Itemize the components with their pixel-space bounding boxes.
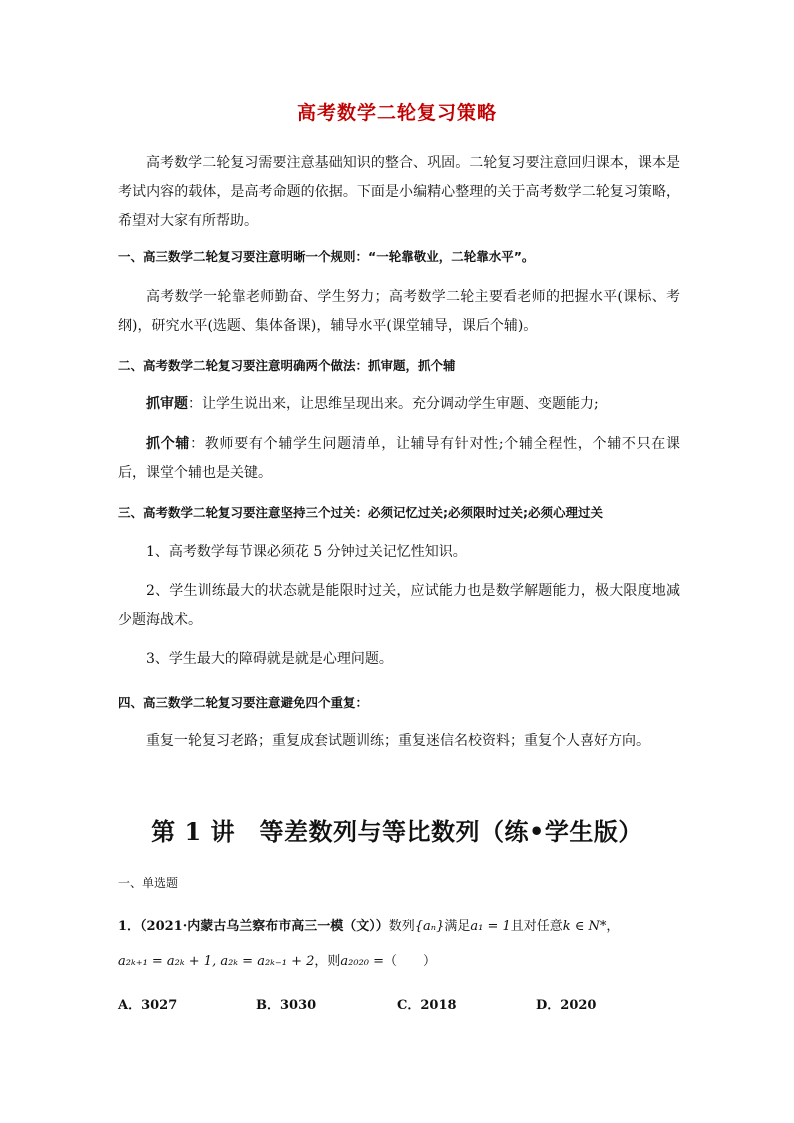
stem-c: 且对任意: [510, 919, 563, 934]
ask-a: ，则: [314, 954, 341, 969]
lecture-title: 第 1 讲 等差数列与等比数列（练•学生版）: [151, 817, 643, 846]
section-1-heading: 一、高三数学二轮复习要注意明晰一个规则：“一轮靠敬业，二轮靠水平”。: [118, 249, 535, 264]
intro-paragraph: 高考数学二轮复习需要注意基础知识的整合、巩固。二轮复习要注意回归课本，课本是考试内容的载体，是高考命题的依据。下面是小编精心整理的关于高考数学二轮复习策略，希望对大家有所帮助。: [118, 155, 680, 229]
question-line-2: [118, 950, 436, 969]
section-3-heading: 三、高考数学二轮复习要注意坚持三个过关：必须记忆过关;必须限时过关;必须心理过关: [118, 505, 603, 520]
section-2-item-2: [118, 430, 680, 488]
section-4-heading: 四、高三数学二轮复习要注意避免四个重复：: [118, 695, 369, 710]
item-1-text: ：让学生说出来，让思维呈现出来。充分调动学生审题、变题能力;: [188, 396, 599, 412]
stem-d: ，: [606, 919, 620, 934]
stem-a: 数列: [388, 919, 415, 934]
section-3-point-1: 1、高考数学每节课必须花 5 分钟过关记忆性知识。: [146, 544, 467, 560]
sequence-notation: {aₙ}: [414, 919, 445, 934]
section-2-item-1: [118, 390, 680, 419]
question-source: （2021·内蒙古乌兰察布市高三一模（文））: [140, 919, 389, 934]
question-line-1: [118, 915, 619, 934]
initial-condition: a₁ = 1: [470, 919, 511, 934]
stem-b: 满足: [444, 919, 471, 934]
page-title: 高考数学二轮复习策略: [296, 102, 497, 124]
option-b[interactable]: B．3030: [256, 998, 317, 1013]
section-3-point-2: 2、学生训练最大的状态就是能限时过关，应试能力也是数学解题能力，极大限度地减少题海战术。: [118, 583, 680, 628]
section-1-body: 高考数学一轮靠老师勤奋、学生努力；高考数学二轮主要看老师的把握水平(课标、考纲)，研究水平(选题、集体备课)，辅导水平(课堂辅导，课后个辅)。: [118, 289, 680, 334]
item-2-text: ：教师要有个辅学生问题清单，让辅导有针对性;个辅全程性，个辅不只在课后，课堂个辅也是关键。: [118, 436, 680, 481]
ask-b: （ ）: [384, 954, 437, 969]
domain-condition: k ∈ N*: [562, 919, 607, 934]
section-4-body: 重复一轮复习老路；重复成套试题训练；重复迷信名校资料；重复个人喜好方向。: [146, 733, 650, 749]
section-2-heading: 二、高考数学二轮复习要注意明确两个做法：抓审题，抓个辅: [118, 358, 456, 373]
target-term: a₂₀₂₀ =: [340, 954, 385, 969]
item-2-lead: 抓个辅: [146, 436, 191, 452]
section-3-point-3: 3、学生最大的障碍就是就是心理问题。: [146, 651, 393, 667]
question-number: 1．: [118, 919, 141, 934]
section-label: 一、单选题: [118, 876, 179, 890]
item-1-lead: 抓审题: [146, 396, 188, 412]
recurrence-formula: a₂ₖ₊₁ = a₂ₖ + 1, a₂ₖ = a₂ₖ₋₁ + 2: [118, 954, 315, 969]
option-d[interactable]: D．2020: [536, 998, 597, 1013]
option-a[interactable]: A．3027: [118, 998, 178, 1013]
option-c[interactable]: C．2018: [397, 998, 457, 1013]
